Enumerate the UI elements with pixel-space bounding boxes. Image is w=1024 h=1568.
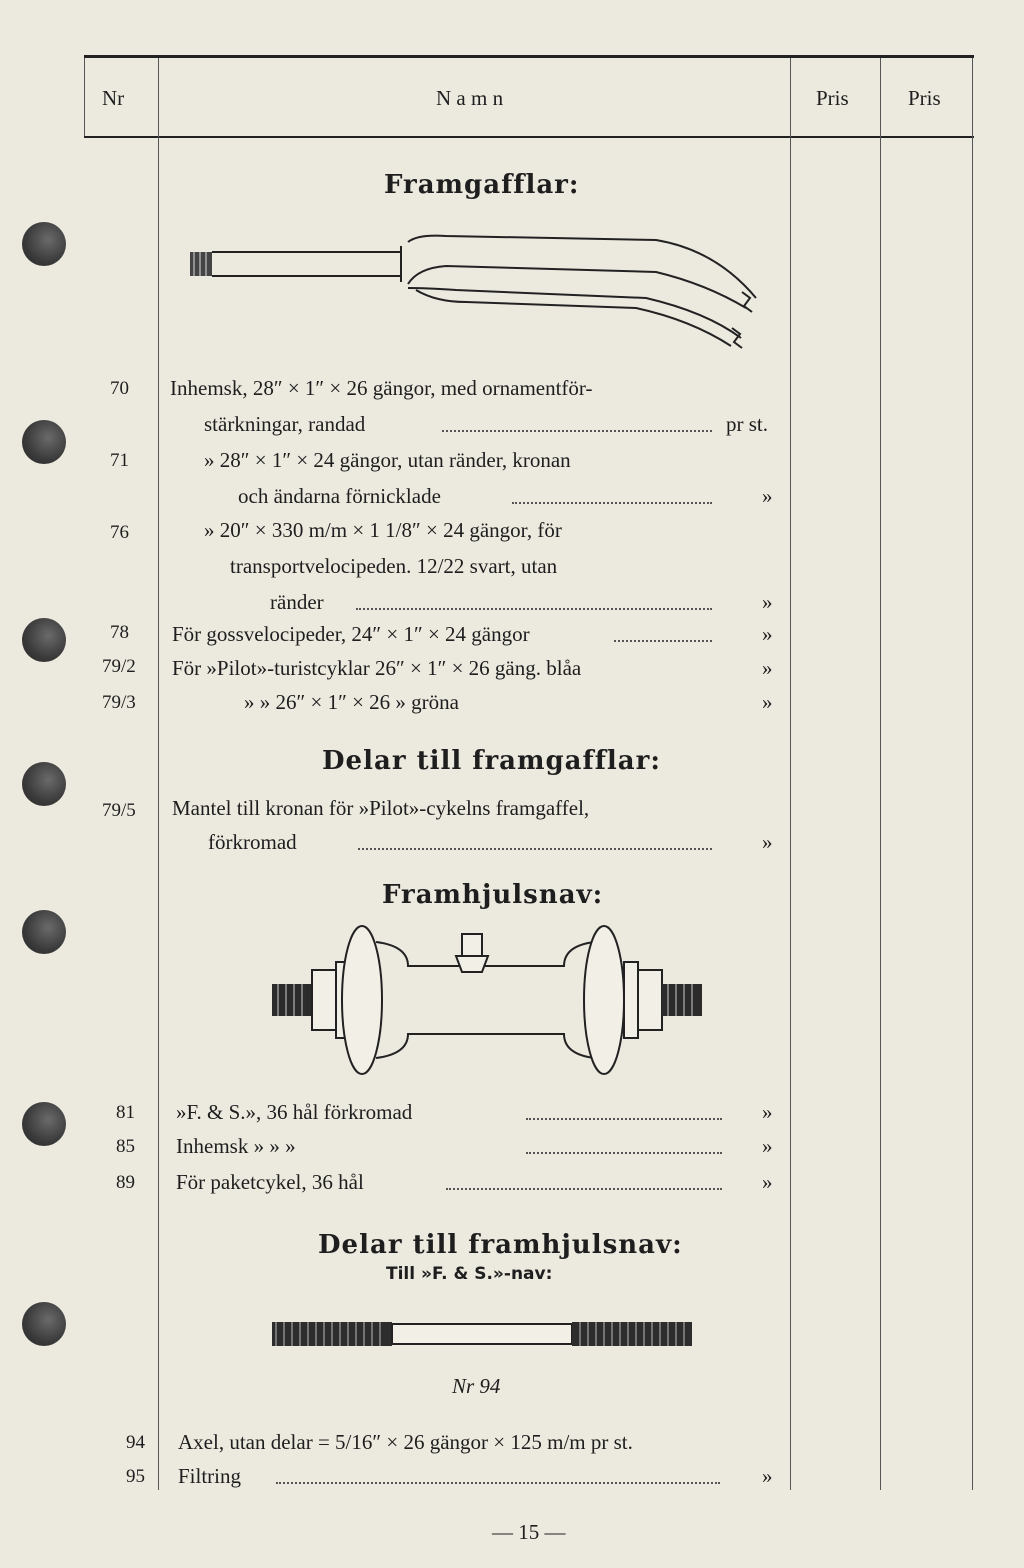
- leader-dots: [526, 1118, 722, 1120]
- header-pris: Pris: [816, 86, 849, 110]
- column-line: [972, 58, 973, 1490]
- item-number: 76: [110, 522, 129, 543]
- section-title-delar-framgafflar: Delar till framgafflar:: [322, 746, 661, 776]
- binder-hole: [22, 1302, 66, 1346]
- leader-dots: [526, 1152, 722, 1154]
- header-nr: Nr: [102, 86, 125, 110]
- subsection-title: Till »F. & S.»-nav:: [386, 1264, 553, 1284]
- item-unit: »: [762, 590, 773, 614]
- item-description: Filtring: [178, 1464, 242, 1488]
- binder-hole: [22, 1102, 66, 1146]
- item-number: 79/5: [102, 800, 136, 821]
- front-hub-illustration: [268, 916, 708, 1082]
- header-bottom-rule: [84, 136, 974, 138]
- item-number: 85: [116, 1136, 135, 1157]
- item-unit: »: [762, 1100, 773, 1124]
- item-description: » 20″ × 330 m/m × 1 1/8″ × 24 gängor, för: [204, 518, 562, 542]
- column-line: [790, 58, 791, 1490]
- item-unit: »: [762, 656, 773, 680]
- header-pris: Pris: [908, 86, 941, 110]
- item-description: förkromad: [208, 830, 297, 854]
- leader-dots: [614, 640, 712, 642]
- binder-hole: [22, 762, 66, 806]
- illustration-caption: Nr 94: [452, 1374, 501, 1398]
- item-number: 70: [110, 378, 129, 399]
- item-unit: pr st.: [726, 412, 768, 436]
- item-unit: »: [762, 484, 773, 508]
- leader-dots: [358, 848, 712, 850]
- item-number: 95: [126, 1466, 145, 1487]
- section-title-delar-framhjulsnav: Delar till framhjulsnav:: [318, 1230, 683, 1260]
- item-description: transportvelocipeden. 12/22 svart, utan: [230, 554, 558, 578]
- front-fork-illustration: [186, 228, 766, 358]
- leader-dots: [512, 502, 712, 504]
- leader-dots: [276, 1482, 720, 1484]
- item-unit: »: [762, 1134, 773, 1158]
- item-number: 79/2: [102, 656, 136, 677]
- item-description: För paketcykel, 36 hål: [176, 1170, 364, 1194]
- item-number: 94: [126, 1432, 145, 1453]
- axle-illustration: [270, 1316, 696, 1352]
- item-number: 81: [116, 1102, 135, 1123]
- column-line: [158, 58, 159, 1490]
- item-description: För gossvelocipeder, 24″ × 1″ × 24 gängor: [172, 622, 530, 646]
- item-unit: »: [762, 622, 773, 646]
- item-description: För »Pilot»-turistcyklar 26″ × 1″ × 26 gäng. blåa: [172, 656, 582, 680]
- item-description: »F. & S.», 36 hål förkromad: [176, 1100, 413, 1124]
- item-number: 79/3: [102, 692, 136, 713]
- binder-hole: [22, 420, 66, 464]
- item-unit: »: [762, 690, 773, 714]
- item-description: » » 26″ × 1″ × 26 » gröna: [244, 690, 459, 714]
- item-description: Mantel till kronan för »Pilot»-cykelns framgaffel,: [172, 796, 590, 820]
- item-description: ränder: [270, 590, 324, 614]
- section-title-framgafflar: Framgafflar:: [384, 170, 580, 200]
- page-number: — 15 —: [492, 1520, 566, 1544]
- item-description: Axel, utan delar = 5/16″ × 26 gängor × 125 m/m pr st.: [178, 1430, 633, 1454]
- item-number: 78: [110, 622, 129, 643]
- header-namn: N a m n: [436, 86, 504, 110]
- section-title-framhjulsnav: Framhjulsnav:: [382, 880, 604, 910]
- item-description: och ändarna förnicklade: [238, 484, 441, 508]
- leader-dots: [442, 430, 712, 432]
- item-unit: »: [762, 1170, 773, 1194]
- item-description: Inhemsk, 28″ × 1″ × 26 gängor, med ornamentför-: [170, 376, 593, 400]
- item-unit: »: [762, 830, 773, 854]
- item-description: stärkningar, randad: [204, 412, 366, 436]
- binder-hole: [22, 222, 66, 266]
- item-number: 89: [116, 1172, 135, 1193]
- binder-hole: [22, 910, 66, 954]
- binder-hole: [22, 618, 66, 662]
- column-line: [880, 58, 881, 1490]
- item-description: Inhemsk » » »: [176, 1134, 296, 1158]
- item-unit: »: [762, 1464, 773, 1488]
- item-description: » 28″ × 1″ × 24 gängor, utan ränder, kronan: [204, 448, 571, 472]
- leader-dots: [446, 1188, 722, 1190]
- item-number: 71: [110, 450, 129, 471]
- top-rule: [84, 55, 974, 58]
- leader-dots: [356, 608, 712, 610]
- column-line: [84, 58, 85, 136]
